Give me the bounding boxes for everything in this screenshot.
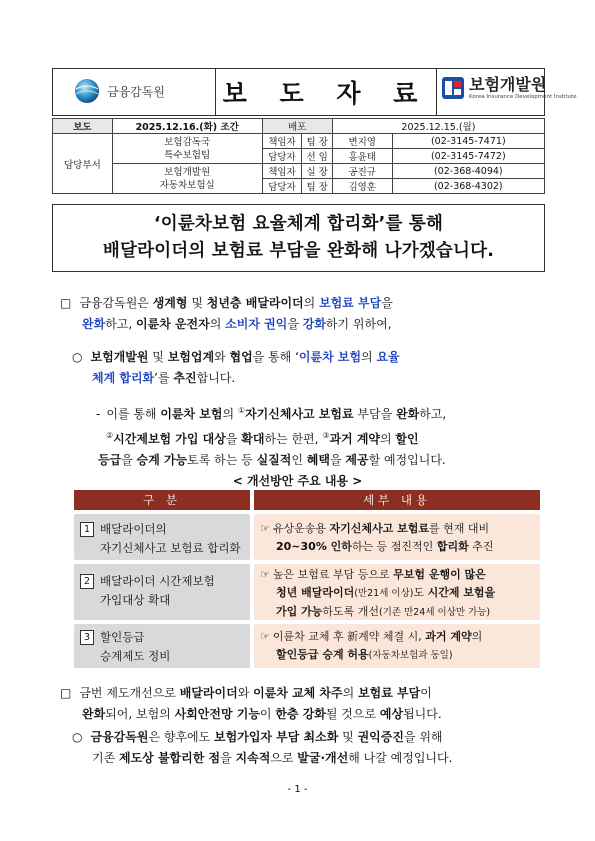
row-number: 3	[80, 630, 94, 645]
table-row-category: 2 배달라이더 시간제보험 가입대상 확대	[74, 564, 250, 620]
fss-logo	[73, 77, 165, 105]
kidi-name: 보험개발원	[469, 75, 547, 94]
table-row-category: 3 할인등급 승계제도 정비	[74, 624, 250, 668]
distribute-date: 2025.12.15.(월)	[332, 119, 544, 134]
pointing-hand-icon: ☞	[260, 522, 270, 535]
dept-kidi: 보험개발원 자동차보험실	[112, 164, 262, 194]
press-header	[52, 68, 577, 116]
contact-phone: (02-3145-7471)	[392, 134, 544, 149]
contact-name: 홍윤태	[332, 149, 392, 164]
distribute-label: 배포	[262, 119, 332, 134]
contact-name: 변지영	[332, 134, 392, 149]
paragraph-4: □ 금번 제도개선으로 배달라이더와 이륜차 교체 차주의 보험료 부담이 완화되어, 보험의 사회안전망 기능이 한층 강화될 것으로 예상됩니다.	[60, 686, 442, 721]
press-release-title: 보 도 자 료	[222, 79, 430, 108]
paragraph-2: ○ 보험개발원 및 보험업계와 협업을 통해 ‘이륜차 보험의 요율 체계 합리화’를 추진합니다.	[72, 350, 400, 385]
dept-fss: 보험감독국 특수보험팀	[112, 134, 262, 164]
row-number: 2	[80, 574, 94, 589]
kidi-logo	[441, 75, 577, 101]
release-date: 2025.12.16.(화) 조간	[112, 119, 262, 134]
contact-title: 선 임	[302, 149, 332, 164]
contact-role: 담당자	[262, 149, 302, 164]
paragraph-3: - 이를 통해 이륜차 보험의 ①자기신체사고 보험료 부담을 완화하고, ②시간제보험 가입 대상을 확대하는 한편, ③과거 계약의 할인 등급을 승계 가능토록 하는 등 실질적인 혜택을 제공할 예정입니다.	[96, 406, 447, 467]
table-row-detail: ☞ 이륜차 교체 후 新계약 체결 시, 과거 계약의 할인등급 승계 허용(자동차보험과 동일)	[254, 624, 540, 668]
paragraph-1: □ 금융감독원은 생계형 및 청년층 배달라이더의 보험료 부담을 완화하고, 이륜차 운전자의 소비자 권익을 강화하기 위하여,	[60, 296, 393, 331]
contact-title: 팀 장	[302, 134, 332, 149]
paragraph-5: ○ 금융감독원은 향후에도 보험가입자 부담 최소화 및 권익증진을 위해 기존 제도상 불합리한 점을 지속적으로 발굴·개선해 나갈 예정입니다.	[72, 730, 453, 765]
release-info-table	[52, 118, 545, 194]
contact-name: 김영훈	[332, 179, 392, 194]
kidi-emblem-icon	[441, 75, 465, 101]
table-subtitle: < 개선방안 주요 내용 >	[232, 474, 363, 488]
contact-phone: (02-3145-7472)	[392, 149, 544, 164]
table-header-category: 구 분	[74, 490, 250, 510]
dept-label: 담당부서	[53, 134, 113, 194]
contact-title: 팀 장	[302, 179, 332, 194]
contact-role: 담당자	[262, 179, 302, 194]
table-row-detail: ☞ 높은 보험료 부담 등으로 무보험 운행이 많은 청년 배달라이더(만21세 이상)도 시간제 보험을 가입 가능하도록 개선(기존 만24세 이상만 가능)	[254, 564, 540, 620]
table-row-detail: ☞ 유상운송용 자기신체사고 보험료를 현재 대비 20~30% 인하하는 등 점진적인 합리화 추진	[254, 514, 540, 560]
contact-title: 실 장	[302, 164, 332, 179]
pointing-hand-icon: ☞	[260, 568, 270, 581]
contact-role: 책임자	[262, 164, 302, 179]
contact-name: 공진규	[332, 164, 392, 179]
pointing-hand-icon: ☞	[260, 630, 270, 643]
fss-globe-icon	[73, 77, 101, 105]
headline-line-1: ‘이륜차보험 요율체계 합리화’를 통해	[153, 214, 444, 234]
contact-phone: (02-368-4094)	[392, 164, 544, 179]
headline-box	[52, 204, 545, 272]
contact-phone: (02-368-4302)	[392, 179, 544, 194]
fss-org-name: 금융감독원	[107, 84, 165, 99]
table-header-detail: 세부 내용	[254, 490, 540, 510]
contact-role: 책임자	[262, 134, 302, 149]
headline-line-2: 배달라이더의 보험료 부담을 완화해 나가겠습니다.	[102, 241, 495, 261]
row-number: 1	[80, 522, 94, 537]
release-label: 보도	[53, 119, 113, 134]
page-number: - 1 -	[287, 784, 308, 795]
table-row-category: 1 배달라이더의 자기신체사고 보험료 합리화	[74, 514, 250, 560]
kidi-english-name: Korea Insurance Development Institute	[469, 94, 577, 100]
